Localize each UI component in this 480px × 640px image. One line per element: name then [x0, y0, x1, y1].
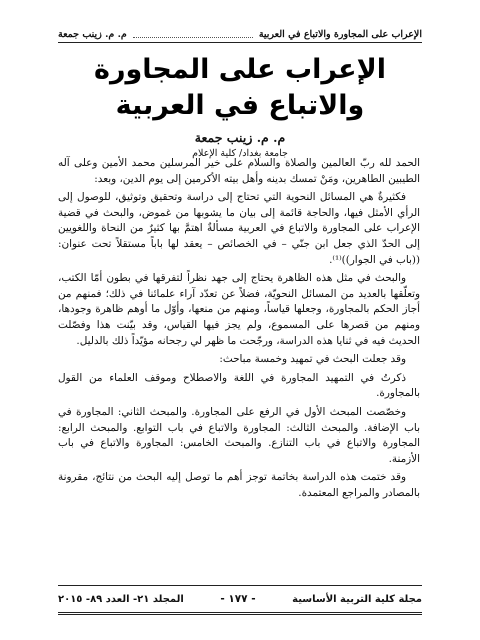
paper-title: الإعراب على المجاورة والاتباع في العربية [94, 54, 386, 121]
paragraph-introduction: فكثيرةٌ هي المسائل النحوية التي تحتاج إلى دراسة وتحقيق وتوثيق، للوصول إلى الرأي الأمثل فيها، والحاجة قائمة إلى بيان ما يشوبها من غموض، والبحث في قضية الإعراب على المجاورة والاتباع في العربية مسألةٌ اهتمَّ بها كثيرٌ من النحاة واللغويين إلى الحدّ الذي جعل ابن جنّي – في الخصائص – يعقد لها باباً مستقلاً تحت عنوان: ((باب في الجوار))⁽¹⁾. [58, 191, 420, 266]
header-dotted-leader [133, 37, 253, 38]
paragraph-preface: ذكرتُ في التمهيد المجاورة في اللغة والاصطلاح وموقف العلماء من القول بالمجاورة. [58, 371, 420, 400]
paragraph-conclusion: وقد ختمت هذه الدراسة بخاتمة توجز أهم ما توصل إليه البحث من نتائج، مقرونة بالمصادر والمراجع المعتمدة. [58, 471, 420, 499]
volume-issue: المجلد ٢١- العدد ٨٩- ٢٠١٥ [58, 593, 184, 605]
paragraph-method: والبحث في مثل هذه الظاهرة يحتاج إلى جهد نظراً لتفرقها في بطون أمّا الكتب، وتعلّقها بالعديد من المسائل النحويّة، فضلاً عن تعدّد آراء علمائنا في ذلك؛ فمنهم من أجاز الحكم بالمجاورة، وجعلها قياساً، ومنهم من منعها، وأوّل ما أوهم ظاهرة وجودها، ومنهم من قصرها على المسموع، ولم يجز فيها القياس، وقد بيّنت هذا وفصّلت الحديث فيه في ثنايا هذه الدراسة، ورجّحت ما ظهر لي رجحانه مؤيّداً ذلك بالدليل. [58, 272, 420, 347]
paragraph-structure: وقد جعلت البحث في تمهيد وخمسة مباحث: [219, 353, 406, 366]
body-text [58, 156, 420, 504]
paragraph-opening: الحمد لله ربّ العالمين والصلاة والسلام على خير المرسلين محمد الأمين وعلى آله الطيبين الطاهرين، ومَنْ تمسك بدينه وأهل بيته الأكرمين إلى يوم الدين، وبعد: [58, 157, 420, 185]
running-title: الإعراب على المجاورة والاتباع في العربية [258, 29, 422, 40]
journal-name: مجلة كلية التربية الأساسية [292, 593, 422, 605]
paragraph-sections: وخصّصت المبحث الأول في الرفع على المجاورة. والمبحث الثاني: المجاورة في باب الإضافة. والمبحث الثالث: المجاورة والاتباع في باب التوابع. والمبحث الرابع: المجاورة والاتباع في باب التنازع. والمبحث الخامس: المجاورة والاتباع في باب الأزمنة. [58, 405, 420, 465]
author-affiliation: جامعة بغداد/ كلية الإعلام [192, 148, 288, 159]
running-author: م. م. زينب جمعة [58, 29, 127, 40]
page-number: - ١٧٧ - [220, 593, 256, 605]
author-name: م. م. زينب جمعة [194, 130, 286, 145]
page-footer [58, 585, 422, 615]
title-block [58, 52, 422, 160]
running-header [58, 24, 422, 43]
